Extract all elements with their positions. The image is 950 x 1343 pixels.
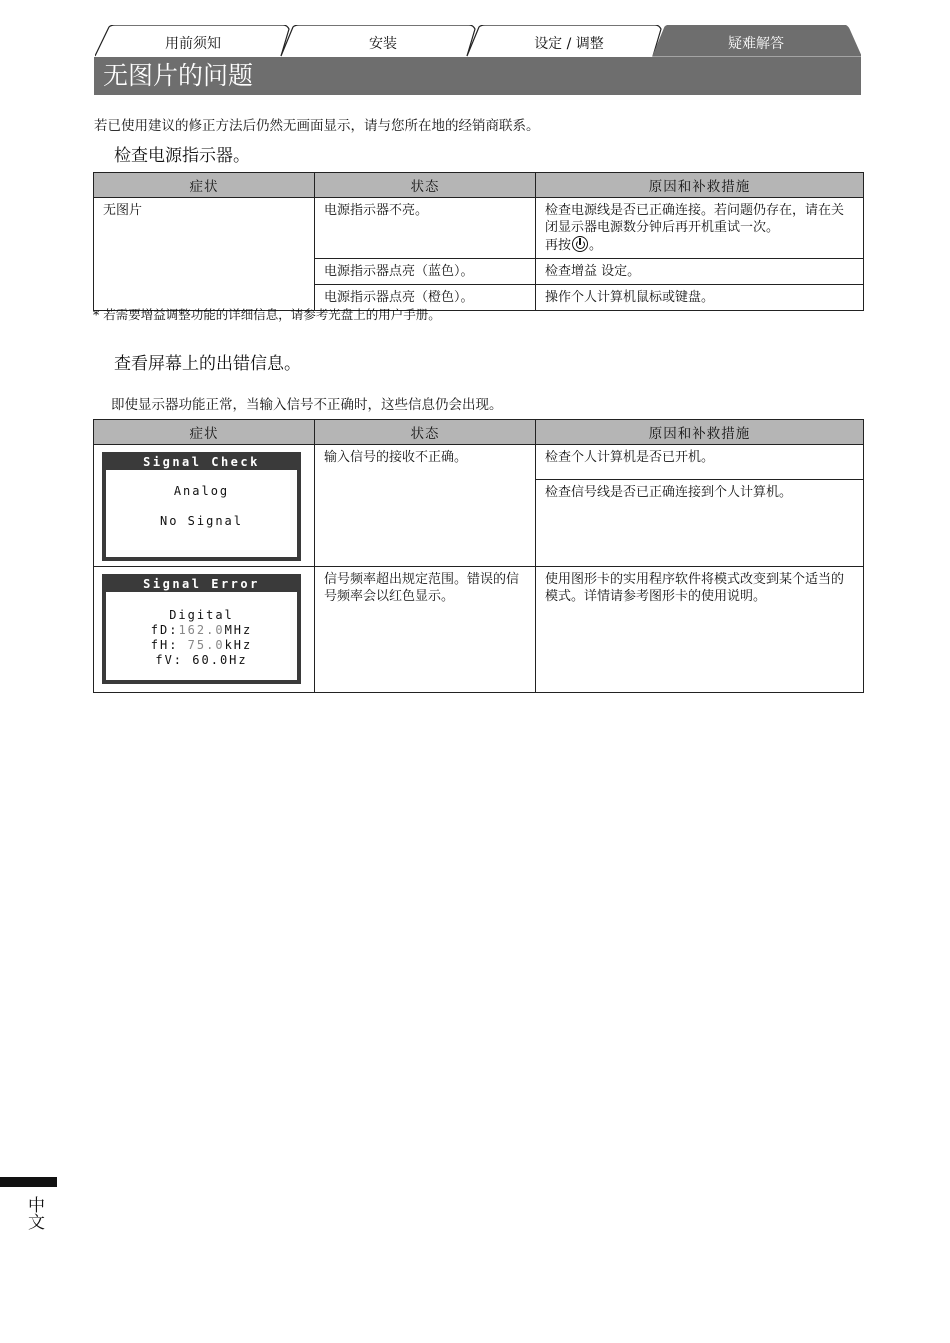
remedy-cell: 检查增益 设定。	[536, 259, 864, 285]
section2-intro: 即使显示器功能正常，当输入信号不正确时，这些信息仍会出现。	[111, 397, 503, 413]
osd-title: Signal Check	[106, 456, 297, 470]
status-cell: 电源指示器点亮（蓝色）。	[315, 259, 536, 285]
error-message-table	[93, 419, 864, 693]
remedy-text: 检查个人计算机是否已开机。	[536, 445, 863, 480]
remedy-text: 检查电源线是否已正确连接。若问题仍存在，请在关闭显示器电源数分钟后再开机重试一次。	[545, 203, 845, 235]
tab-troubleshooting[interactable]: 疑难解答	[728, 36, 784, 52]
chapter-tabs	[95, 25, 861, 57]
remedy-cell: 操作个人计算机鼠标或键盘。	[536, 285, 864, 311]
language-marker-bar	[0, 1177, 57, 1187]
status-cell: 输入信号的接收不正确。	[315, 445, 536, 567]
header-symptom: 症状	[94, 173, 315, 198]
osd-line: Digital	[169, 608, 234, 622]
remedy-text: 再按	[545, 238, 572, 253]
status-cell: 信号频率超出规定范围。错误的信号频率会以红色显示。	[315, 567, 536, 693]
header-remedy: 原因和补救措施	[536, 420, 864, 445]
power-button-icon	[572, 236, 588, 252]
remedy-cell	[536, 445, 864, 567]
osd-line: fD:162.0MHz	[150, 623, 253, 637]
tab-settings[interactable]: 设定 / 调整	[534, 36, 604, 52]
symptom-cell	[94, 567, 315, 693]
table-row	[94, 198, 864, 259]
osd-line: fH: 75.0kHz	[150, 638, 253, 652]
osd-line: Analog	[173, 484, 230, 498]
status-cell: 电源指示器点亮（橙色）。	[315, 285, 536, 311]
symptom-cell: 无图片	[94, 198, 315, 311]
osd-line: fV: 60.0Hz	[155, 653, 248, 667]
header-symptom: 症状	[94, 420, 315, 445]
symptom-cell	[94, 445, 315, 567]
page-title: 无图片的问题	[94, 57, 861, 95]
remedy-text: 。	[589, 238, 603, 253]
language-label: 中文	[24, 1196, 44, 1230]
osd-title: Signal Error	[106, 578, 297, 592]
header-status: 状态	[315, 420, 536, 445]
remedy-text: 检查信号线是否已正确连接到个人计算机。	[545, 485, 793, 500]
table-row	[94, 445, 864, 567]
osd-line: No Signal	[159, 514, 244, 528]
status-cell: 电源指示器不亮。	[315, 198, 536, 259]
header-status: 状态	[315, 173, 536, 198]
table-row	[94, 567, 864, 693]
intro-text: 若已使用建议的修正方法后仍然无画面显示，请与您所在地的经销商联系。	[94, 118, 540, 134]
power-indicator-table	[93, 172, 864, 311]
tab-installation[interactable]: 安装	[369, 36, 397, 52]
section1-heading: 检查电源指示器。	[114, 146, 250, 166]
tab-before-use[interactable]: 用前须知	[165, 36, 221, 52]
remedy-cell	[536, 198, 864, 259]
section2-heading: 查看屏幕上的出错信息。	[114, 354, 301, 374]
signal-error-message	[102, 574, 301, 684]
signal-check-message	[102, 452, 301, 561]
header-remedy: 原因和补救措施	[536, 173, 864, 198]
remedy-cell: 使用图形卡的实用程序软件将模式改变到某个适当的模式。详情请参考图形卡的使用说明。	[536, 567, 864, 693]
footnote: * 若需要增益调整功能的详细信息，请参考光盘上的用户手册。	[93, 307, 441, 322]
